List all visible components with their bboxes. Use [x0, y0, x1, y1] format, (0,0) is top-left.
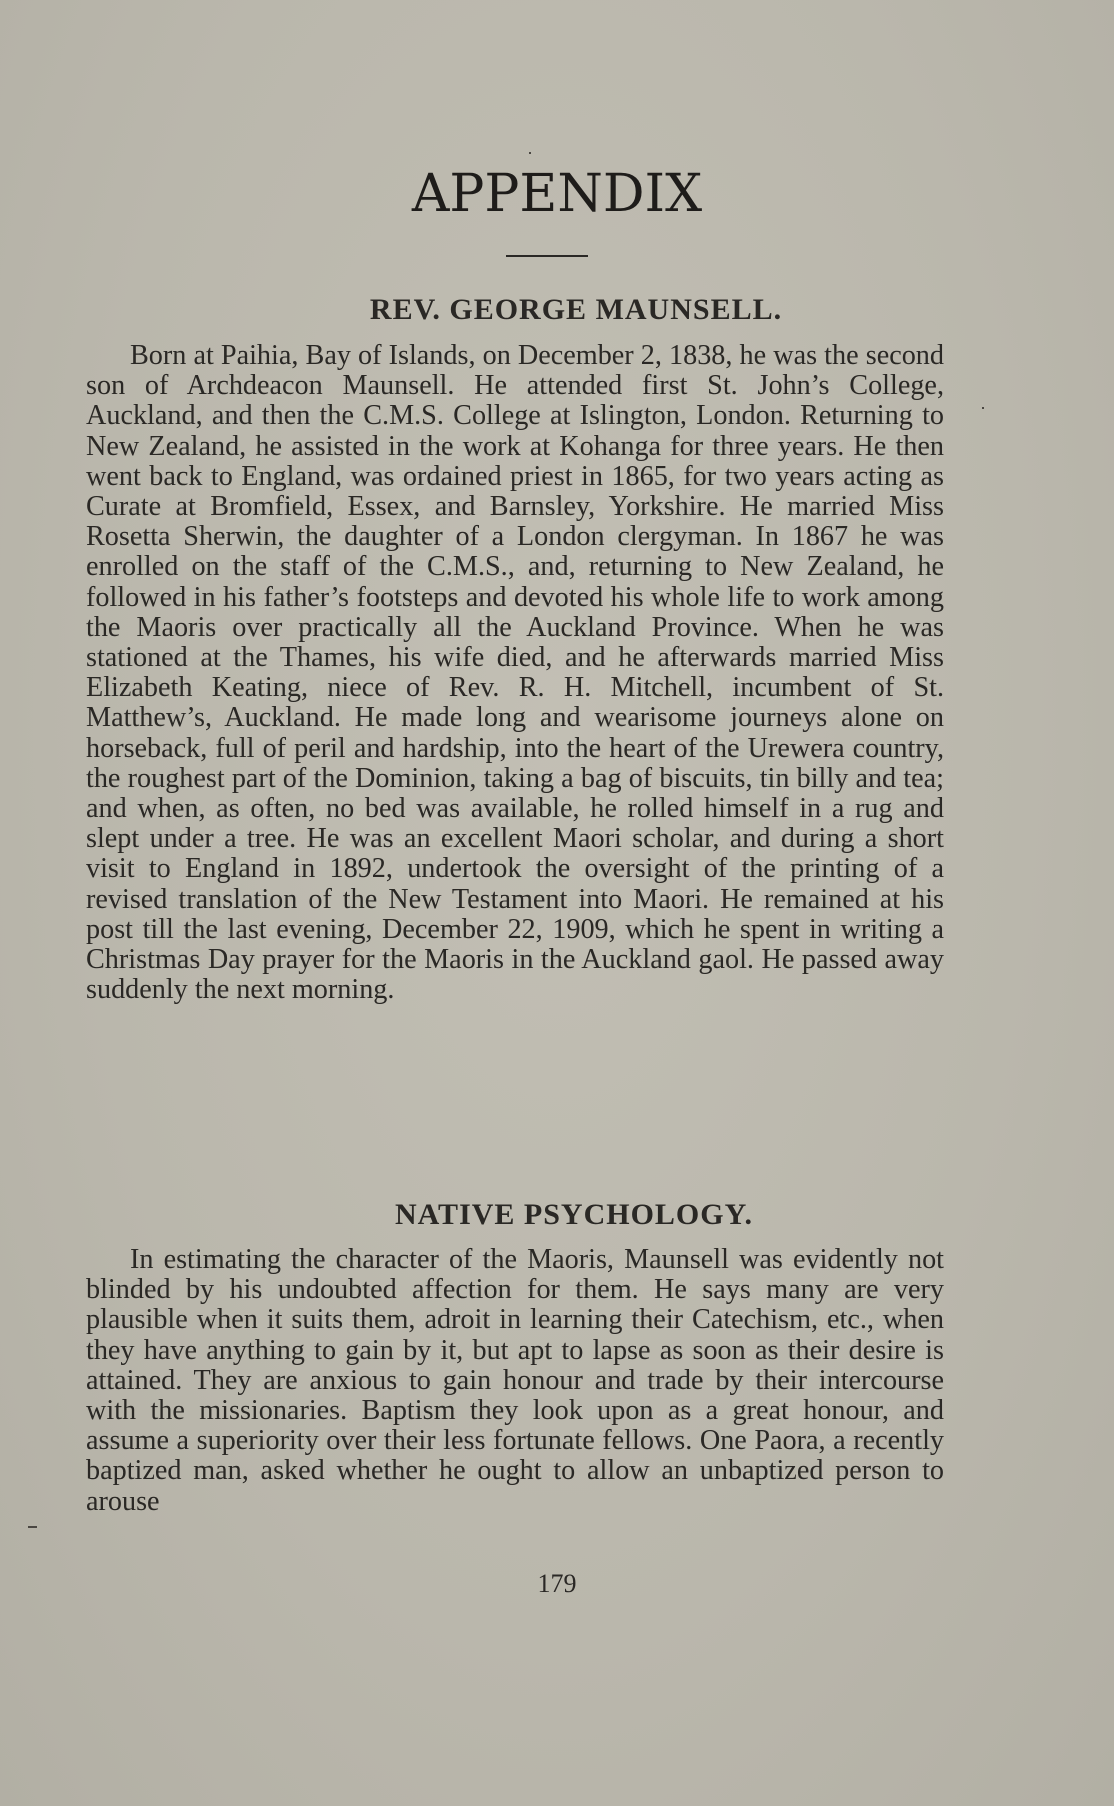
page-title: APPENDIX	[411, 164, 703, 224]
page-number: 179	[537, 1569, 577, 1598]
scan-speck	[529, 152, 531, 154]
section-paragraph-maunsell: Born at Paihia, Bay of Islands, on December 2, 1838, he was the second son of Archdeacon Maunsell. He attended first St. John’s College, Auckland, and then the C.M.S. College at Islington, London. Returning to New Zealand, he assisted in the work at Kohanga for three years. He then went back to England, was ordained priest in 1865, for two years acting as Curate at Bromfield, Essex, and Barnsley, Yorkshire. He married Miss Rosetta Sherwin, the daughter of a London clergyman. In 1867 he was enrolled on the staff of the C.M.S., and, returning to New Zealand, he followed in his father’s footsteps and devoted his whole life to work among the Maoris over practically all the Auckland Province. When he was stationed at the Thames, his wife died, and he afterwards married Miss Elizabeth Keating, niece of Rev. R. H. Mitchell, incumbent of St. Matthew’s, Auckland. He made long and wearisome journeys alone on horseback, full of peril and hardship, into the heart of the Urewera country, the roughest part of the Dominion, taking a bag of biscuits, tin billy and tea; and when, as often, no bed was available, he rolled himself in a rug and slept under a tree. He was an excellent Maori scholar, and during a short visit to England in 1892, undertook the oversight of the printing of a revised translation of the New Testament into Maori. He remained at his post till the last evening, December 22, 1909, which he spent in writing a Christmas Day prayer for the Maoris in the Auckland gaol. He passed away suddenly the next morning.	[86, 340, 944, 1006]
title-divider	[506, 255, 588, 257]
section-heading-native-psychology: NATIVE PSYCHOLOGY.	[394, 1198, 754, 1231]
section-heading-maunsell: REV. GEORGE MAUNSELL.	[369, 293, 783, 326]
section-paragraph-native-psychology: In estimating the character of the Maoris, Maunsell was evidently not blinded by his undoubted affection for them. He says many are very plausible when it suits them, adroit in learning their Catechism, etc., when they have anything to gain by it, but apt to lapse as soon as their desire is attained. They are anxious to gain honour and trade by their intercourse with the missionaries. Baptism they look upon as a great honour, and assume a superiority over their less fortunate fellows. One Paora, a recently baptized man, asked whether he ought to allow an unbaptized person to arouse	[86, 1244, 944, 1517]
scan-speck	[28, 1526, 37, 1528]
scan-speck	[982, 407, 984, 409]
